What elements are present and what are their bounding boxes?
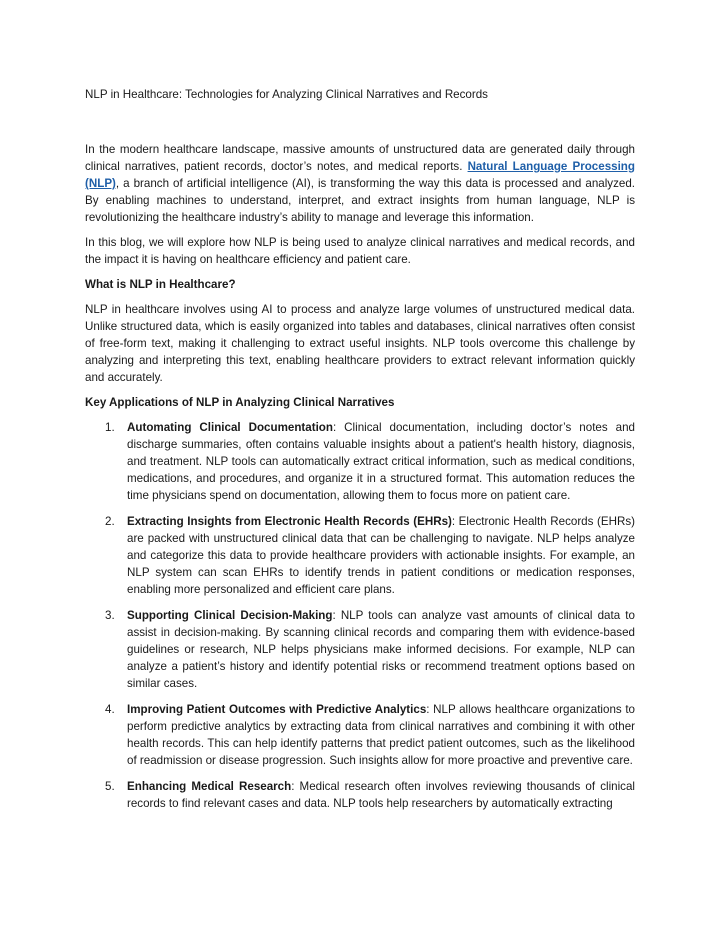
list-item-number: 1. bbox=[105, 421, 115, 434]
list-item-text: : NLP tools can analyze vast amounts of clinical data to assist in decision-making. By scanning clinical records and comparing them with evidence-based guidelines or research, NLP helps physicians make informed decisions. For example, NLP can analyze a patient’s history and identify potential risks or recommend treatment options based on similar cases. bbox=[127, 609, 635, 690]
list-item-term: Automating Clinical Documentation bbox=[127, 421, 333, 434]
section-heading-key-applications: Key Applications of NLP in Analyzing Clinical Narratives bbox=[85, 396, 395, 409]
list-item bbox=[85, 607, 635, 692]
list-item-text: : Clinical documentation, including doctor’s notes and discharge summaries, often contains valuable insights about a patient's health history, diagnosis, and treatment. NLP tools can automatically extract critical information, such as medical conditions, medications, and procedures, and organize it in a structured format. This automation reduces the time physicians spend on documentation, allowing them to focus more on patient care. bbox=[127, 421, 635, 502]
intro-text-before: In the modern healthcare landscape, massive amounts of unstructured data are generated daily through clinical narratives, patient records, doctor’s notes, and medical reports. bbox=[85, 143, 635, 173]
list-item bbox=[85, 778, 635, 812]
list-item-term: Enhancing Medical Research bbox=[127, 780, 292, 793]
list-item-number: 2. bbox=[105, 515, 115, 528]
list-item bbox=[85, 513, 635, 598]
intro-text-after: , a branch of artificial intelligence (AI), is transforming the way this data is processed and analyzed. By enabling machines to understand, interpret, and extract insights from human language, NLP is revolutionizing the healthcare industry’s ability to manage and leverage this information. bbox=[85, 177, 635, 224]
list-item bbox=[85, 701, 635, 769]
list-item-number: 3. bbox=[105, 609, 115, 622]
intro-paragraph bbox=[85, 141, 635, 226]
list-item-term: Supporting Clinical Decision-Making bbox=[127, 609, 333, 622]
list-item bbox=[85, 419, 635, 504]
list-item-number: 5. bbox=[105, 780, 115, 793]
document-title: NLP in Healthcare: Technologies for Analyzing Clinical Narratives and Records bbox=[85, 88, 488, 101]
nlp-link[interactable]: Natural Language Processing (NLP) bbox=[85, 160, 635, 190]
list-item-term: Extracting Insights from Electronic Health Records (EHRs) bbox=[127, 515, 452, 528]
list-item-text: : NLP allows healthcare organizations to perform predictive analytics by extracting data from clinical narratives and combining it with other health records. This can help identify patterns that predict patient outcomes, such as the likelihood of readmission or disease progression. Such insights allow for more proactive and preventive care. bbox=[127, 703, 635, 767]
applications-list bbox=[85, 419, 635, 812]
list-item-term: Improving Patient Outcomes with Predictive Analytics bbox=[127, 703, 427, 716]
section-body-what-is-nlp: NLP in healthcare involves using AI to process and analyze large volumes of unstructured medical data. Unlike structured data, which is easily organized into tables and databases, clinical narratives often consist of free-form text, making it challenging to extract useful insights. NLP tools overcome this challenge by analyzing and interpreting this text, enabling healthcare providers to extract relevant information quickly and accurately. bbox=[85, 303, 635, 384]
list-item-text: : Electronic Health Records (EHRs) are packed with unstructured clinical data that can be challenging to navigate. NLP helps analyze and categorize this data to provide healthcare providers with actionable insights. For example, an NLP system can scan EHRs to identify trends in patient conditions or medication responses, enabling more personalized and efficient care plans. bbox=[127, 515, 635, 596]
blog-intro-paragraph: In this blog, we will explore how NLP is being used to analyze clinical narratives and medical records, and the impact it is having on healthcare efficiency and patient care. bbox=[85, 236, 635, 266]
list-item-text: : Medical research often involves reviewing thousands of clinical records to find relevant cases and data. NLP tools help researchers by automatically extracting bbox=[127, 780, 635, 810]
section-heading-what-is-nlp: What is NLP in Healthcare? bbox=[85, 278, 236, 291]
list-item-number: 4. bbox=[105, 703, 115, 716]
